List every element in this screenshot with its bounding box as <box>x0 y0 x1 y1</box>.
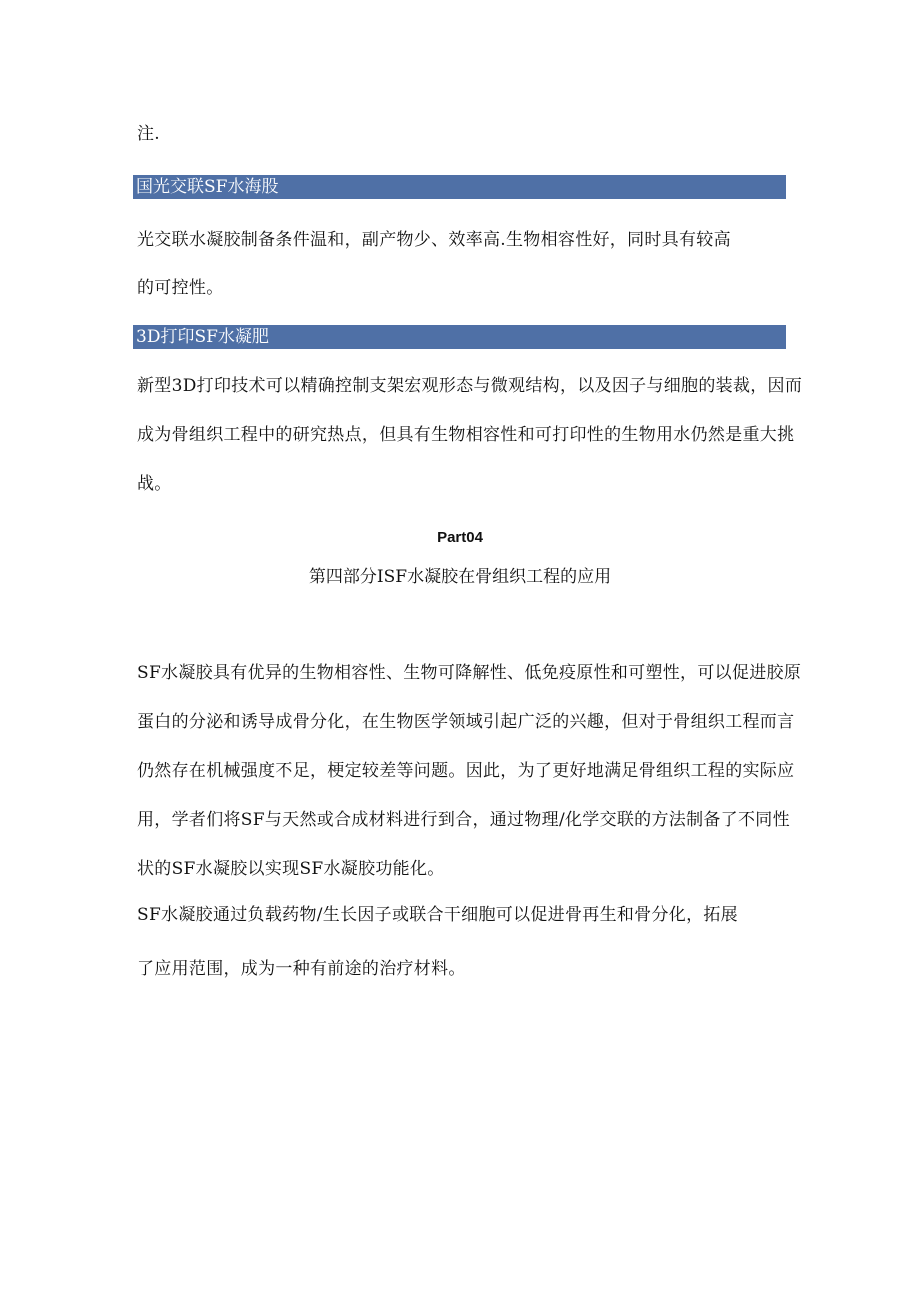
body-p1-line-4: 用，学者们将SF与天然或合成材料进行到合，通过物理/化学交联的方法制备了不同性 <box>137 810 790 830</box>
body-p1-line-2: 蛋白的分泌和诱导成骨分化，在生物医学领域引起广泛的兴趣，但对于骨组织工程而言 <box>137 712 795 732</box>
part-title: 第四部分ISF水凝胶在骨组织工程的应用 <box>308 567 612 587</box>
section-1-line-2: 的可控性。 <box>137 278 224 298</box>
section-2-line-2: 成为骨组织工程中的研究热点，但具有生物相容性和可打印性的生物用水仍然是重大挑 <box>137 425 795 445</box>
section-2-line-1: 新型3D打印技术可以精确控制支架宏观形态与微观结构，以及因子与细胞的装裁，因而 <box>137 376 803 396</box>
body-p1-line-1: SF水凝胶具有优异的生物相容性、生物可降解性、低免疫原性和可塑性，可以促进胶原 <box>137 663 802 683</box>
body-p1-line-3: 仍然存在机械强度不足，梗定较差等问题。因此，为了更好地满足骨组织工程的实际应 <box>137 761 795 781</box>
body-p1-line-5: 状的SF水凝胶以实现SF水凝胶功能化。 <box>137 859 445 879</box>
body-p2-line-2: 了应用范围，成为一种有前途的治疗材料。 <box>137 959 466 979</box>
part-label: Part04 <box>437 529 483 546</box>
section-heading-3d-printing: 3D打印SF水凝肥 <box>133 325 786 349</box>
section-heading-photo-crosslink: 国光交联SF水海股 <box>133 175 786 199</box>
section-2-line-3: 战。 <box>137 474 172 494</box>
section-1-line-1: 光交联水凝胶制备条件温和，副产物少、效率高.生物相容性好，同时具有较高 <box>137 230 731 250</box>
body-p2-line-1: SF水凝胶通过负载药物/生长因子或联合干细胞可以促进骨再生和骨分化，拓展 <box>137 905 738 925</box>
intro-tail-text: 注. <box>137 124 161 144</box>
